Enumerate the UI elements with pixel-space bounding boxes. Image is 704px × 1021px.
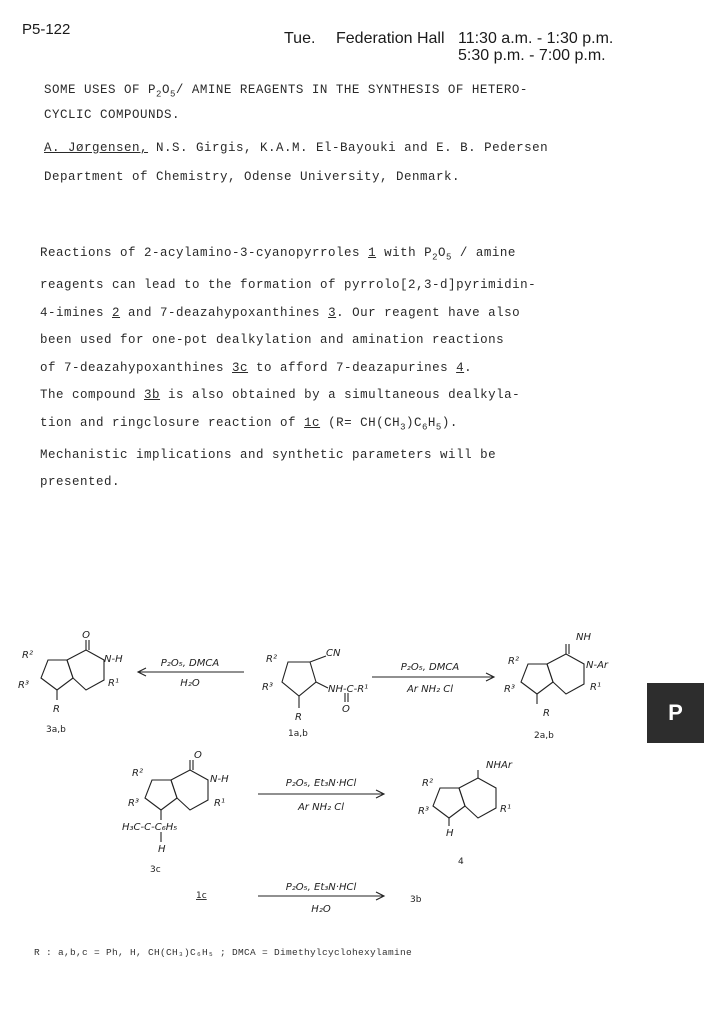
structure-4 bbox=[433, 770, 496, 826]
label-r1-3c: R¹ bbox=[214, 798, 225, 809]
section-tab: P bbox=[647, 683, 704, 743]
label-r1-2ab: R¹ bbox=[590, 682, 601, 693]
label-nar-2ab: N-Ar bbox=[586, 660, 609, 671]
arrow-4-condition: H₂O bbox=[311, 904, 331, 915]
label-r2-3ab: R² bbox=[22, 650, 33, 661]
paper-authors: A. Jørgensen, N.S. Girgis, K.A.M. El-Bayouki and E. B. Pedersen bbox=[44, 141, 549, 155]
compound-label-1ab: 1a,b bbox=[288, 729, 308, 739]
structure-2ab bbox=[521, 644, 584, 704]
label-r3-1ab: R³ bbox=[262, 682, 273, 693]
label-r-2ab: R bbox=[543, 708, 550, 719]
label-o-3ab: O bbox=[82, 630, 90, 641]
label-r3-4: R³ bbox=[418, 806, 429, 817]
label-r-1ab: R bbox=[295, 712, 302, 723]
compound-label-3ab: 3a,b bbox=[46, 725, 66, 735]
label-o-3c: O bbox=[194, 750, 202, 761]
label-r3-3ab: R³ bbox=[18, 680, 29, 691]
label-r-3ab: R bbox=[53, 704, 60, 715]
structure-1ab bbox=[282, 656, 348, 708]
session-location: Federation Hall bbox=[336, 30, 445, 47]
label-r1-4: R¹ bbox=[500, 804, 511, 815]
label-nhar-4: NHAr bbox=[486, 760, 512, 771]
label-r3-2ab: R³ bbox=[504, 684, 515, 695]
label-o-1ab: O bbox=[342, 704, 350, 715]
label-r2-4: R² bbox=[422, 778, 433, 789]
arrow-3-condition: Ar NH₂ Cl bbox=[297, 802, 345, 813]
scheme-legend: R : a,b,c = Ph, H, CH(CH₃)C₆H₅ ; DMCA = Dimethylcyclohexylamine bbox=[34, 947, 413, 958]
abstract-text: Reactions of 2-acylamino-3-cyanopyrroles 1 with $P_2O_5$ / amine reagents can lead to the formation of pyrrolo[2,3-d]pyrimidin- 4-imines 2 and 7-deazahypoxanthines 3. Our reagent have also been used for one-pot dealkylation and amination reactions of 7-deazahypoxanthines 3c to afford 7-deazapurines 4. The compound 3b is also obtained by a simultaneous dealkyla- tion and ringclosure reaction of 1c $(R= CH(CH_3)C_6H_5)$. Mechanistic implications and synthetic parameters will be presented. bbox=[40, 246, 537, 489]
session-day: Tue. bbox=[284, 30, 316, 47]
arrow-1-reagent: P₂O₅, DMCA bbox=[160, 658, 220, 669]
label-sidechain-3c: H₃C-C-C₆H₅ bbox=[122, 822, 178, 833]
compound-label-1c: 1c bbox=[196, 891, 207, 901]
label-cn-1ab: CN bbox=[326, 648, 341, 659]
structure-3ab bbox=[41, 640, 104, 700]
session-time-1: 11:30 a.m. - 1:30 p.m. bbox=[458, 30, 614, 47]
compound-label-3c: 3c bbox=[150, 865, 161, 875]
arrow-2-reagent: P₂O₅, DMCA bbox=[400, 662, 460, 673]
presenting-author: A. Jørgensen, bbox=[44, 141, 149, 155]
label-r3-3c: R³ bbox=[128, 798, 139, 809]
label-r2-2ab: R² bbox=[508, 656, 519, 667]
arrow-3-reagent: P₂O₅, Et₃N·HCl bbox=[285, 778, 357, 789]
arrow-1-condition: H₂O bbox=[180, 678, 200, 689]
session-code: P5-122 bbox=[22, 21, 71, 38]
compound-label-4: 4 bbox=[458, 857, 464, 867]
session-time-2: 5:30 p.m. - 7:00 p.m. bbox=[458, 47, 606, 64]
session-info bbox=[284, 30, 613, 64]
paper-affiliation: Department of Chemistry, Odense University, Denmark. bbox=[44, 170, 461, 184]
compound-label-3b: 3b bbox=[410, 895, 422, 905]
paper-title: SOME USES OF $P_2O_5/$ AMINE REAGENTS IN THE SYNTHESIS OF HETERO- CYCLIC COMPOUNDS. bbox=[44, 83, 528, 122]
label-r1-3ab: R¹ bbox=[108, 678, 119, 689]
label-r2-3c: R² bbox=[132, 768, 143, 779]
label-h-3c: H bbox=[158, 844, 166, 855]
label-nh-3c: N-H bbox=[210, 774, 229, 785]
label-r2-1ab: R² bbox=[266, 654, 277, 665]
arrow-4-reagent: P₂O₅, Et₃N·HCl bbox=[285, 882, 357, 893]
arrow-2-condition: Ar NH₂ Cl bbox=[406, 684, 454, 695]
reaction-scheme bbox=[0, 620, 704, 950]
label-nhr1-1ab: NH-C-R¹ bbox=[328, 684, 369, 695]
label-h-4: H bbox=[446, 828, 454, 839]
label-nh-3ab: N-H bbox=[104, 654, 123, 665]
label-nh-2ab: NH bbox=[576, 632, 591, 643]
compound-label-2ab: 2a,b bbox=[534, 731, 554, 741]
